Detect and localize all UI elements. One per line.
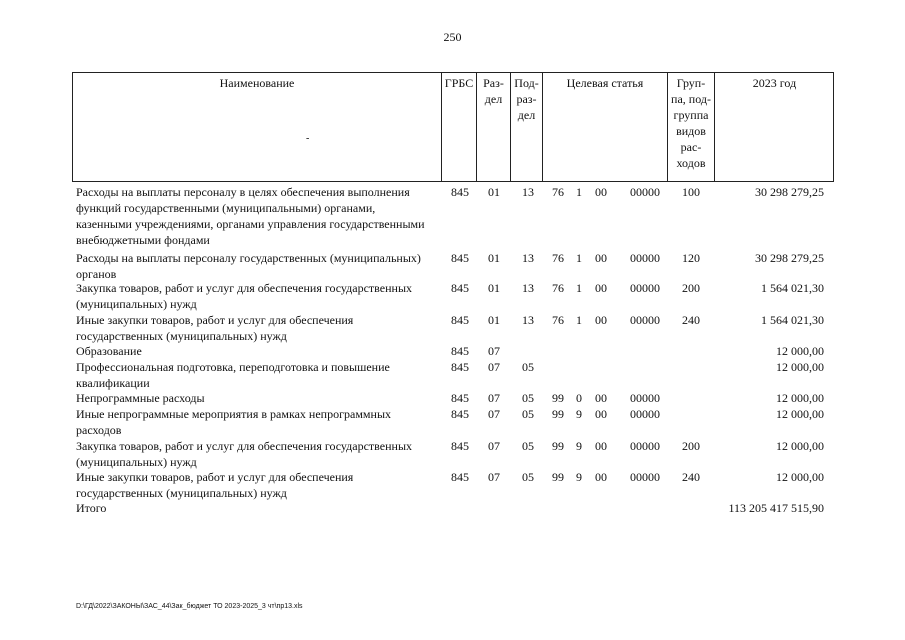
row-cs1: 76 xyxy=(552,281,564,295)
row-razdel: 07 xyxy=(488,360,500,374)
row-cs3: 00 xyxy=(595,313,607,327)
row-group: 120 xyxy=(682,251,700,265)
row-podrazdel: 05 xyxy=(522,360,534,374)
footer-file-path: D:\ГД\2022\ЗАКОНЫ\ЗАС_44\Зак_бюджет ТО 2023-2025_3 чт\пр13.xls xyxy=(76,603,303,610)
row-amount: 12 000,00 xyxy=(776,391,824,405)
row-amount: 12 000,00 xyxy=(776,470,824,484)
header-year: 2023 год xyxy=(714,73,834,181)
row-cs4: 00000 xyxy=(630,313,660,327)
row-cs1: 99 xyxy=(552,407,564,421)
row-cs3: 00 xyxy=(595,470,607,484)
row-grbs: 845 xyxy=(451,407,469,421)
row-grbs: 845 xyxy=(451,281,469,295)
header-name: Наименование xyxy=(219,76,295,90)
row-razdel: 01 xyxy=(488,281,500,295)
row-razdel: 07 xyxy=(488,470,500,484)
row-grbs: 845 xyxy=(451,185,469,199)
row-grbs: 845 xyxy=(451,470,469,484)
row-podrazdel: 13 xyxy=(522,281,534,295)
row-cs4: 00000 xyxy=(630,251,660,265)
row-cs2: 1 xyxy=(576,313,582,327)
row-cs2: 9 xyxy=(576,439,582,453)
row-cs4: 00000 xyxy=(630,185,660,199)
row-amount: 30 298 279,25 xyxy=(755,251,824,265)
row-podrazdel: 13 xyxy=(522,313,534,327)
row-razdel: 01 xyxy=(488,185,500,199)
row-cs4: 00000 xyxy=(630,407,660,421)
row-name: Расходы на выплаты персоналу государственных (муниципальных) органов xyxy=(76,251,421,281)
row-name: Закупка товаров, работ и услуг для обеспечения государственных (муниципальных) нужд xyxy=(76,281,413,311)
header-gruppa: Груп- па, под- группа видов рас- ходов xyxy=(667,73,714,181)
row-grbs: 845 xyxy=(451,251,469,265)
row-grbs: 845 xyxy=(451,344,469,358)
row-cs1: 99 xyxy=(552,439,564,453)
row-cs2: 1 xyxy=(576,185,582,199)
row-cs3: 00 xyxy=(595,185,607,199)
header-mark: - xyxy=(306,133,310,144)
row-cs1: 99 xyxy=(552,470,564,484)
row-name: Непрограммные расходы xyxy=(76,391,205,405)
row-amount: 12 000,00 xyxy=(776,360,824,374)
row-name: Закупка товаров, работ и услуг для обеспечения государственных (муниципальных) нужд xyxy=(76,439,413,469)
row-amount: 1 564 021,30 xyxy=(761,281,824,295)
header-grbs: ГРБС xyxy=(441,73,476,181)
row-cs1: 99 xyxy=(552,391,564,405)
row-cs1: 76 xyxy=(552,185,564,199)
row-grbs: 845 xyxy=(451,313,469,327)
row-cs3: 00 xyxy=(595,439,607,453)
row-group: 240 xyxy=(682,313,700,327)
row-podrazdel: 05 xyxy=(522,391,534,405)
row-amount: 12 000,00 xyxy=(776,407,824,421)
row-name: Профессиональная подготовка, переподготовка и повышение квалификации xyxy=(76,360,390,390)
row-grbs: 845 xyxy=(451,360,469,374)
row-podrazdel: 05 xyxy=(522,407,534,421)
row-group: 200 xyxy=(682,281,700,295)
row-podrazdel: 13 xyxy=(522,251,534,265)
page-number: 250 xyxy=(443,30,462,44)
row-podrazdel: 13 xyxy=(522,185,534,199)
table-header xyxy=(72,72,834,182)
row-amount: 12 000,00 xyxy=(776,439,824,453)
row-razdel: 07 xyxy=(488,439,500,453)
row-amount: 30 298 279,25 xyxy=(755,185,824,199)
row-cs1: 76 xyxy=(552,251,564,265)
row-cs2: 9 xyxy=(576,407,582,421)
row-cs3: 00 xyxy=(595,391,607,405)
row-cs4: 00000 xyxy=(630,470,660,484)
row-name: Образование xyxy=(76,344,142,358)
row-cs3: 00 xyxy=(595,251,607,265)
row-amount: 1 564 021,30 xyxy=(761,313,824,327)
row-razdel: 07 xyxy=(488,407,500,421)
row-razdel: 01 xyxy=(488,313,500,327)
row-group: 100 xyxy=(682,185,700,199)
row-name: Иные непрограммные мероприятия в рамках непрограммных расходов xyxy=(76,407,392,437)
row-name: Итого xyxy=(76,501,107,515)
row-grbs: 845 xyxy=(451,439,469,453)
row-razdel: 07 xyxy=(488,344,500,358)
header-podrazdel: Под- раз- дел xyxy=(510,73,542,181)
row-cs2: 1 xyxy=(576,281,582,295)
row-cs2: 0 xyxy=(576,391,582,405)
row-cs4: 00000 xyxy=(630,281,660,295)
row-cs2: 1 xyxy=(576,251,582,265)
header-celevaya: Целевая статья xyxy=(542,73,667,181)
row-name: Расходы на выплаты персоналу в целях обеспечения выполнения функций государственными (муниципальными) органами, казенными учреждениями, органами управления государственными внебюджетными фондами xyxy=(76,185,425,247)
row-cs3: 00 xyxy=(595,407,607,421)
row-razdel: 01 xyxy=(488,251,500,265)
row-cs1: 76 xyxy=(552,313,564,327)
row-amount: 113 205 417 515,90 xyxy=(728,501,824,515)
row-razdel: 07 xyxy=(488,391,500,405)
row-cs4: 00000 xyxy=(630,391,660,405)
row-group: 240 xyxy=(682,470,700,484)
row-podrazdel: 05 xyxy=(522,470,534,484)
row-cs2: 9 xyxy=(576,470,582,484)
header-razdel: Раз- дел xyxy=(476,73,510,181)
row-cs3: 00 xyxy=(595,281,607,295)
row-cs4: 00000 xyxy=(630,439,660,453)
row-group: 200 xyxy=(682,439,700,453)
row-grbs: 845 xyxy=(451,391,469,405)
row-amount: 12 000,00 xyxy=(776,344,824,358)
row-podrazdel: 05 xyxy=(522,439,534,453)
row-name: Иные закупки товаров, работ и услуг для обеспечения государственных (муниципальных) нужд xyxy=(76,313,354,343)
row-name: Иные закупки товаров, работ и услуг для обеспечения государственных (муниципальных) нужд xyxy=(76,470,354,500)
